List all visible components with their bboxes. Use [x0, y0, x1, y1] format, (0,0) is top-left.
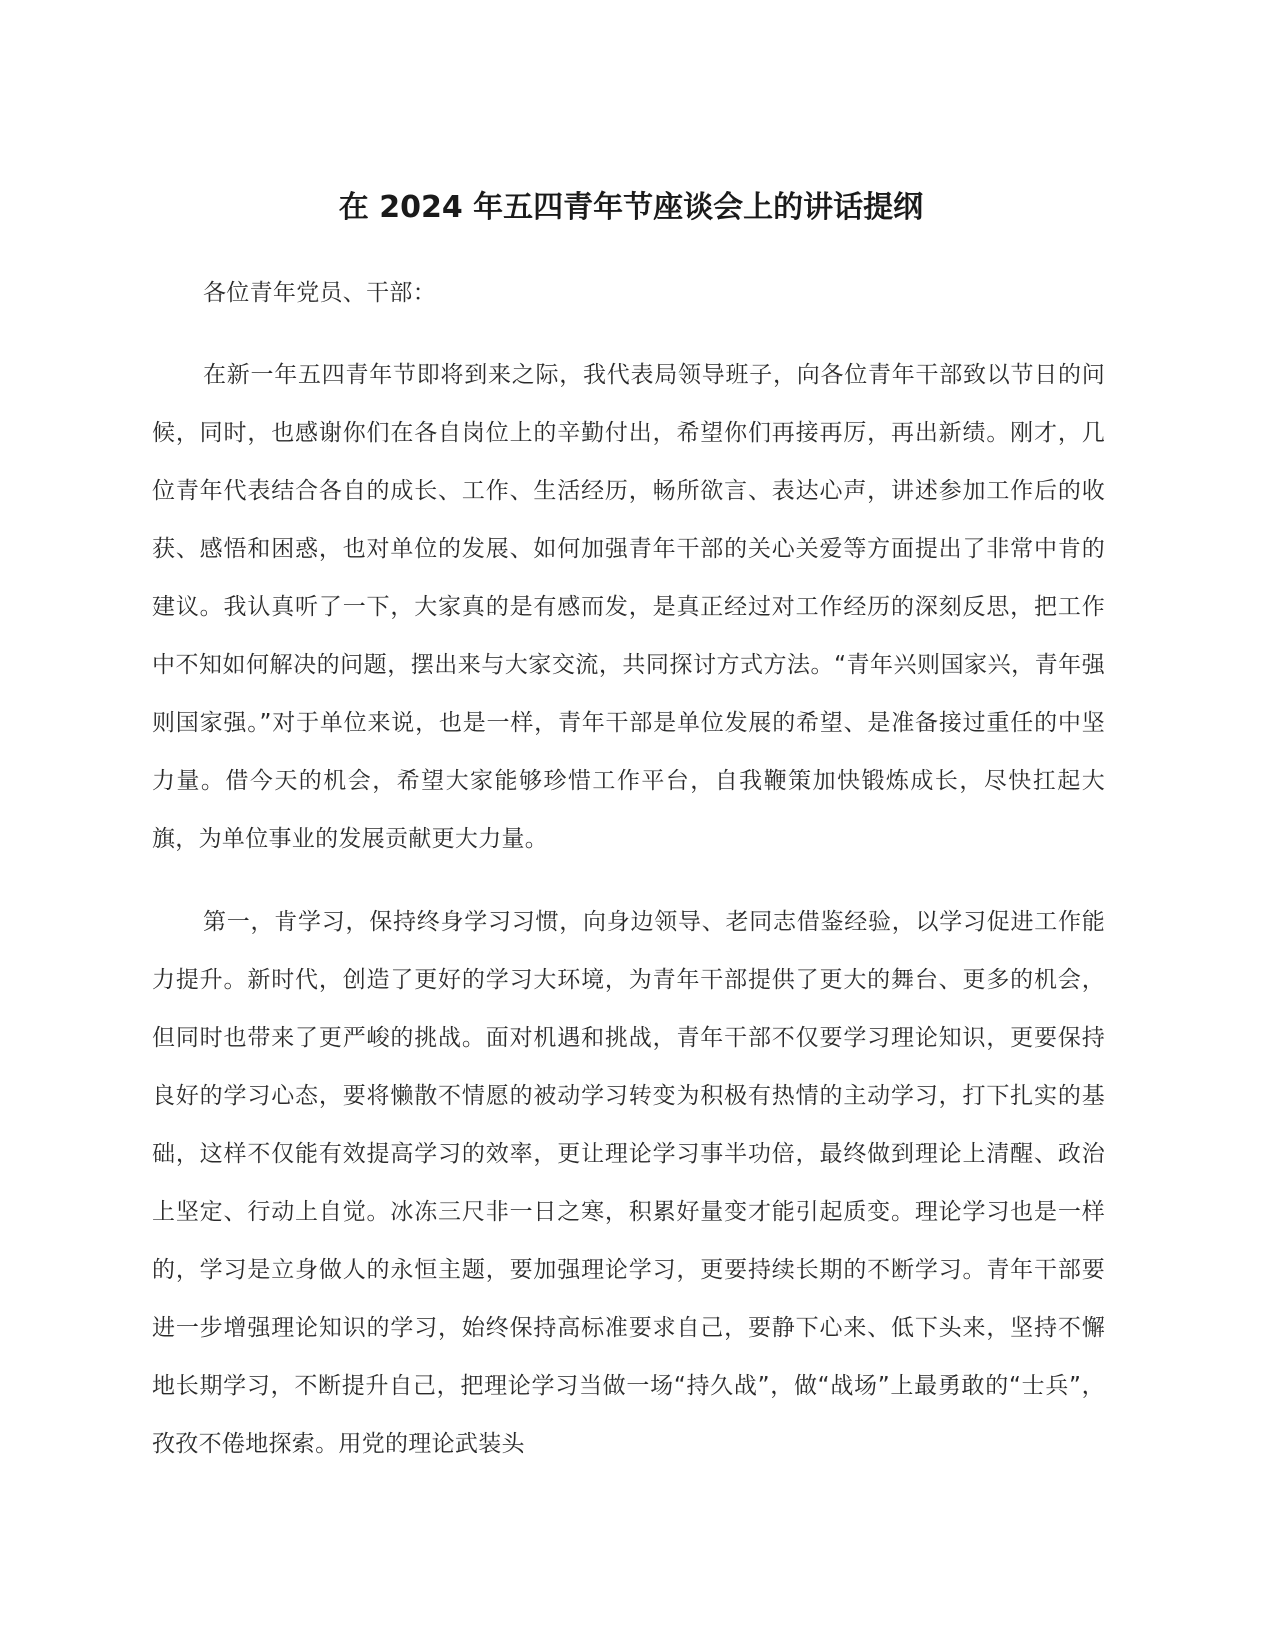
paragraph-first-point: 第一，肯学习，保持终身学习习惯，向身边领导、老同志借鉴经验，以学习促进工作能力提升。新时代，创造了更好的学习大环境，为青年干部提供了更大的舞台、更多的机会，但同时也带来了更严峻的挑战。面对机遇和挑战，青年干部不仅要学习理论知识，更要保持良好的学习心态，要将懒散不情愿的被动学习转变为积极有热情的主动学习，打下扎实的基础，这样不仅能有效提高学习的效率，更让理论学习事半功倍，最终做到理论上清醒、政治上坚定、行动上自觉。冰冻三尺非一日之寒，积累好量变才能引起质变。理论学习也是一样的，学习是立身做人的永恒主题，要加强理论学习，更要持续长期的不断学习。青年干部要进一步增强理论知识的学习，始终保持高标准要求自己，要静下心来、低下头来，坚持不懈地长期学习，不断提升自己，把理论学习当做一场“持久战”，做“战场”上最勇敢的“士兵”，孜孜不倦地探索。用党的理论武装头 — [152, 909, 1105, 1457]
paragraph-opening: 在新一年五四青年节即将到来之际，我代表局领导班子，向各位青年干部致以节日的问候，同时，也感谢你们在各自岗位上的辛勤付出，希望你们再接再厉，再出新绩。刚才，几位青年代表结合各自的成长、工作、生活经历，畅所欲言、表达心声，讲述参加工作后的收获、感悟和困惑，也对单位的发展、如何加强青年干部的关心关爱等方面提出了非常中肯的建议。我认真听了一下，大家真的是有感而发，是真正经过对工作经历的深刻反思，把工作中不知如何解决的问题，摆出来与大家交流，共同探讨方式方法。“青年兴则国家兴，青年强则国家强。”对于单位来说，也是一样，青年干部是单位发展的希望、是准备接过重任的中坚力量。借今天的机会，希望大家能够珍惜工作平台，自我鞭策加快锻炼成长，尽快扛起大旗，为单位事业的发展贡献更大力量。 — [152, 362, 1105, 852]
document-title: 在 2024 年五四青年节座谈会上的讲话提纲 — [338, 190, 924, 225]
salutation: 各位青年党员、干部： — [203, 280, 436, 306]
